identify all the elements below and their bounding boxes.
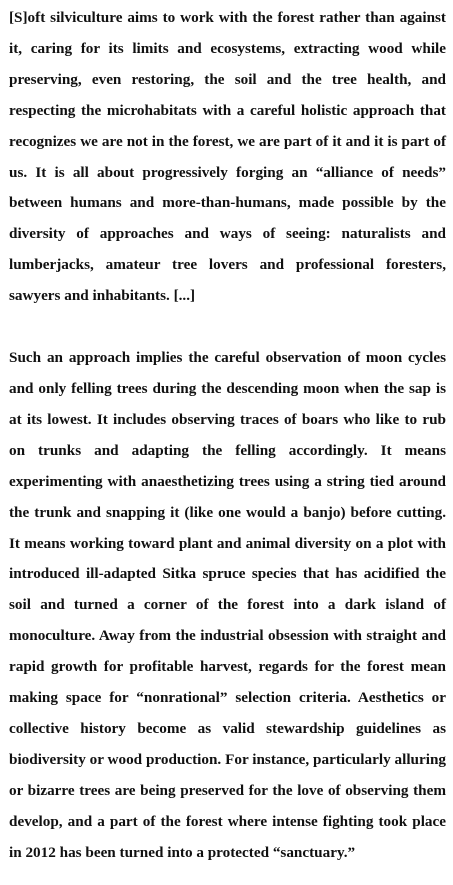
paragraph-careful-observation: Such an approach implies the careful observation of moon cycles and only felling trees during the descending moon when the sap is at its lowest. It includes observing traces of boars who like to rub on trunks and adapting the felling accordingly. It means experimenting with anaesthetizing trees using a string tied around the trunk and snapping it (like one would a banjo) before cutting. It means working toward plant and animal diversity on a plot with introduced ill-adapted Sitka spruce species that has acidified the soil and turned a corner of the forest into a dark island of monoculture. Away from the industrial obsession with straight and rapid growth for profitable harvest, regards for the forest mean making space for “nonrational” selection criteria. Aesthetics or collective history become as valid stewardship guidelines as biodiversity or wood production. For instance, particularly alluring or bizarre trees are being preserved for the love of observing them develop, and a part of the forest where intense fighting took place in 2012 has been turned into a protected “sanctuary.” [9, 349, 446, 861]
paragraph-soft-silviculture: [S]oft silviculture aims to work with the forest rather than against it, caring for its limits and ecosystems, extracting wood while preserving, even restoring, the soil and the tree health, and respecting the microhabitats with a careful holistic approach that recognizes we are not in the forest, we are part of it and it is part of us. It is all about progressively forging an “alliance of needs” between humans and more-than-humans, made possible by the diversity of approaches and ways of seeing: naturalists and lumberjacks, amateur tree lovers and professional foresters, sawyers and inhabitants. [...] [9, 9, 446, 305]
paragraph-spacer [9, 312, 446, 343]
document-body [9, 3, 446, 868]
